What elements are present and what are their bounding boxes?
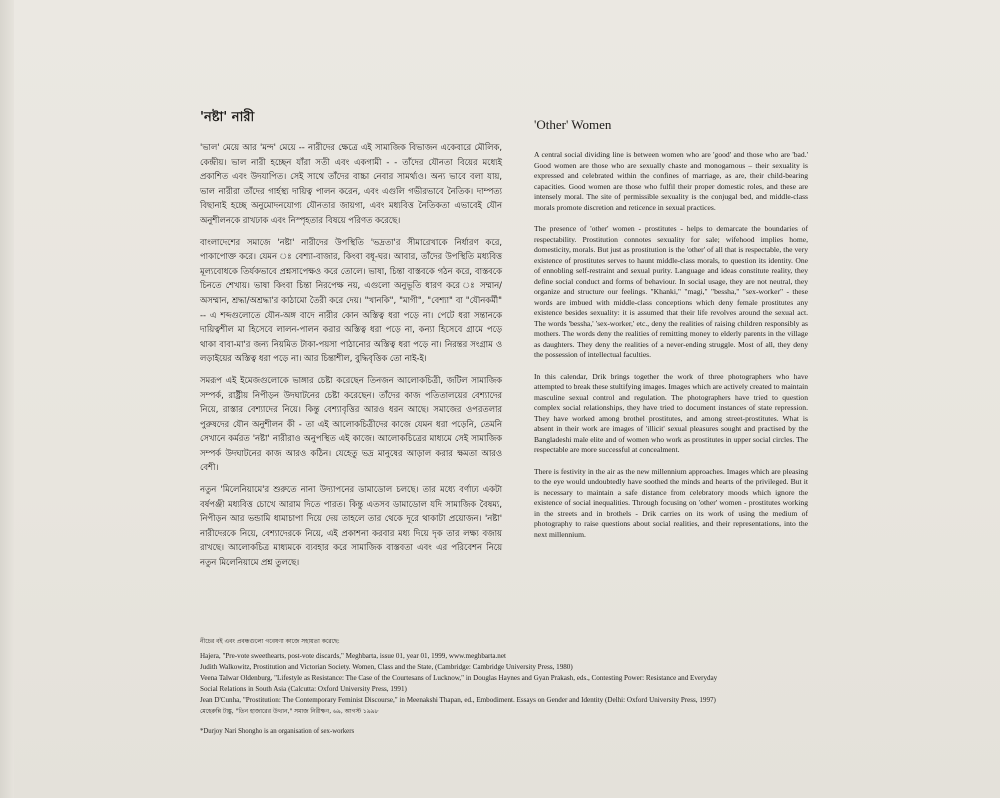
english-paragraph-2: The presence of 'other' women - prostitutes - helps to demarcate the boundaries of respectability. Prostitution connotes sexuality for sale; wifehood implies home, domesticity, morals. But just as prostitution is the 'other' of all that is respectable, the very existence of prostitutes serves to haunt middle-class morals, to question its identity. One of ennobling self-restraint and sexual purity. Language and ideas constitute reality, they define social conduct and forms of behaviour. In social usage, they are not neutral, they organize and structure our feelings. "Khanki," "magi," "bessha," "sex-worker" - these words are imbued with middle-class conceptions which deny female prostitutes any existence besides sexuality: it is assumed that their life revolves around the sexual act. The words 'bessha,' 'sex-worker,' etc., deny the realities of raising children responsibly as mothers. The words deny the realities of remitting money to elderly parents in the village as daughters. They deny the realities of a never-ending struggle. Most of all, they deny the possession of intellectual faculties. [534,224,808,359]
reference-item: Jean D'Cunha, "Prostitution: The Contemporary Feminist Discourse," in Meenakshi Thapan, ed., Embodiment. Essays on Gender and Identity (Delhi: Oxford University Press, 1997) [200,696,716,704]
reference-item: Social Relations in South Asia (Calcutta: Oxford University Press, 1991) [200,685,407,693]
english-paragraph-1: A central social dividing line is between women who are 'good' and those who are 'bad.' Good women are those who are sexually chaste and monogamous – their sexuality is expressed and celebrated within the confines of marriage, as are, their child-bearing capacities. Good women are those who fulfil their proper domestic roles, and these are intensely moral. The site of permissible sexuality is the conjugal bed, and middle-class morals promote discretion and reticence in sexual practices. [534,150,808,212]
references-intro: নীচের বই এবং প্রবন্ধগুলো গবেষণা কাজে সহায়তা করেছে: [200,638,340,645]
page-edge [0,0,14,798]
bengali-paragraph-3: সমরূপ এই ইমেজগুলোকে ভাঙ্গার চেষ্টা করেছেন তিনজন আলোকচিত্রী, জটিল সামাজিক সম্পর্ক, রাষ্ট্রীয় নিপীড়ন উদঘাটনের চেষ্টা করেছেন। তাঁদের কাজ পতিতালয়ের বেশ্যাদের নিয়ে, রাস্তার বেশ্যাদের নিয়ে। কিন্তু বেশ্যাবৃত্তির আরও ধরন আছে। সমাজের ওপরতলার পুরুষদের যৌন অনুশীলন কী - তা এই আলোকচিত্রীদের কাজে যেমন ধরা পড়েনি, তেমনি সেখানে কর্মরত 'নষ্টা' নারীরাও অনুপস্থিত এই কাজে। আলোকচিত্রের মাধ্যমে সেই সামাজিক সম্পর্ক উদঘাটনের কাজ আরও কঠিন। যেহেতু ভদ্র মানুষের আড়াল করার ক্ষমতা আরও বেশী। [200,374,502,473]
bengali-column [200,110,502,577]
english-title: 'Other' Women [534,117,612,132]
bengali-paragraph-4: নতুন 'মিলেনিয়ামে'র শুরুতে নানা উদ্যাপনের ডামাডোল চলছে। তার মধ্যে বর্ণাঢ্য একটা বর্ষপঞ্জী মধ্যবিত্ত চোখে আরাম দিতে পারত। কিন্তু এতসব ডামাডোল যদি সামাজিক বৈষম্য, নিপীড়ন আর ভন্ডামি ধামাচাপা দিয়ে দেয় তাহলে তার থেকে দূরে থাকাটা প্রয়োজন। 'নষ্টা' নারীদেরকে নিয়ে, বেশ্যাদেরকে নিয়ে, এই প্রকাশনা করবার মধ্য দিয়ে দৃক তার লক্ষ্য বজায় রাখছে। আলোকচিত্র মাধ্যমকে ব্যবহার করে সামাজিক বাস্তবতা এবং এর পরিবেশন নিয়ে নতুন মিলেনিয়ামে প্রশ্ন তুলছে। [200,484,502,568]
reference-item: মেহেরুন্নি টাঙ্কু, "তিন হাজারের উত্থান," সমাজ নিরীক্ষণ, ৬৯, আগস্ট ১৯৯৮ [200,708,379,715]
reference-item: Veena Talwar Oldenburg, "Lifestyle as Resistance: The Case of the Courtesans of Lucknow," in Douglas Haynes and Gyan Prakash, eds., Contesting Power: Resistance and Everyday [200,674,718,682]
footnote: *Durjoy Nari Shongho is an organisation of sex-workers [200,728,355,735]
reference-item: Judith Walkowitz, Prostitution and Victorian Society. Women, Class and the State, (Cambridge: Cambridge University Press, 1980) [200,663,573,671]
english-column [534,117,808,551]
bengali-title: 'নষ্টা' নারী [200,110,255,125]
references [200,637,820,717]
reference-item: Hajera, "Pre-vote sweethearts, post-vote discards," Meghbarta, issue 01, year 01, 1999, www.meghbarta.net [200,652,506,660]
english-paragraph-4: There is festivity in the air as the new millennium approaches. Images which are pleasing to the eye would undoubtedly have soothed the minds and hearts of the privileged. But it is necessary to maintain a safe distance from celebratory moods which ignore the existence of social inequalities. Through focusing on 'other' women - prostitutes working in the streets and in brothels - Drik carries on its work of using the medium of photography to raise questions about social realities, and their representations, into the next millennium. [534,466,808,539]
english-paragraph-3: In this calendar, Drik brings together the work of three photographers who have attempted to break these stultifying images. Images which are actively created to maintain masculine sexual control and regulation. The photographers have tried to question complex social relationships, they have tried to document instances of state repression. They have worked among brothel prostitutes, and among street-prostitutes. What is absent in their work are images of 'illicit' sexual pleasures sought and practised by the Bangladeshi male elite and of women who work as prostitutes in upper social circles. The respectable are more successful at concealment. [534,371,808,454]
bengali-paragraph-1: 'ভাল' মেয়ে আর 'মন্দ' মেয়ে -- নারীদের ক্ষেত্রে এই সামাজিক বিভাজন একেবারে মৌলিক, কেন্দ্রীয়। ভাল নারী হচ্ছেন যাঁরা সতী এবং একগামী - - তাঁদের যৌনতা বিয়ের মধ্যেই প্রকাশিত এবং উদযাপিত। সেই সাথে তাঁদের বাচ্চা নেবার সামর্থ্যও। অন্য ভাবে বলা যায়, ভাল নারীরা তাঁদের গার্হস্থ্য দায়িত্ব পালন করেন, এবং এগুলি গভীরভাবে নৈতিক। দাম্পত্য বিছানাই হচ্ছে অনুমোদনযোগ্য যৌনতার জায়গা, এবং মধ্যবিত্ত নৈতিকতা এভাবেই যৌন অনুশীলনকে রাখঢাক এবং নিস্পৃহতার বিষয়ে পরিণত করেছে। [200,142,502,225]
bengali-paragraph-2: বাংলাদেশের সমাজে 'নষ্টা' নারীদের উপস্থিতি 'ভদ্রতা'র সীমারেখাকে নির্ধারণ করে, পাকাপোক্ত করে। যেমন ঃ বেশ্যা-বাজার, কিংবা বধূ-ঘর। আবার, তাঁদের উপস্থিতি মধ্যবিত্ত মূল্যবোধকে তির্যকভাবে প্রশ্নসাপেক্ষও করে তোলে। ভাষা, চিন্তা বাস্তবকে গঠন করে, বাস্তবকে চিনতে শেখায়। ভাষা কিংবা চিন্তা নিরপেক্ষ নয়, এগুলো অনুভূতি ধারণ করে ঃ সম্মান/অসম্মান, শ্রদ্ধা/অশ্রদ্ধা'র কাঠামো তৈরী করে দেয়। "খানকি", "মাগী", "বেশ্যা" বা "যৌনকর্মী" -- এ শব্দগুলোতে যৌন-অঙ্গ বাদে নারীর কোন অস্তিত্ব ধরা পড়ে না। পেটে ধরা সন্তানকে দায়িত্বশীল মা হিসেবে লালন-পালন করার অস্তিত্ব ধরা পড়ে না, কন্যা হিসেবে গ্রামে পড়ে থাকা বাবা-মা'র জন্য নিয়মিত টাকা-পয়সা পাঠানোর অস্তিত্ব ধরা পড়ে না। নিরন্তর সংগ্রাম ও লড়াইয়ের অস্তিত্ব ধরা পড়ে না। আর চিন্তাশীল, বুদ্ধিবৃত্তিক তো নাই-ই। [200,236,502,364]
